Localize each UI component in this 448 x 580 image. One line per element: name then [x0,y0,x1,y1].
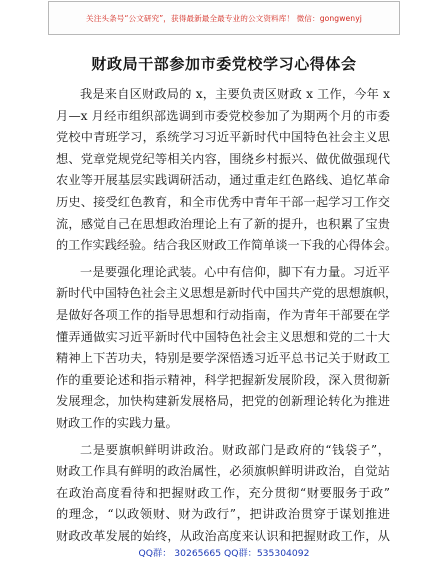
paragraph-2-line: 懂弄通做实习近平新时代中国特色社会主义思想和党的二十大 [56,329,390,344]
paragraph-1-line: 想、党章党规党纪等相关内容，围绕乡村振兴、做优做强现代 [56,151,390,166]
paragraph-2-line: 新时代中国特色社会主义思想是新时代中国共产党的思想旗帜， [56,286,398,301]
paragraph-3-line: 财政改革发展的始终，从政治高度来认识和把握财政工作，从 [56,528,390,543]
paragraph-2-line: 精神上下苦功夫，特别是要学深悟透习近平总书记关于财政工 [56,351,390,366]
paragraph-1-line: 农业等开展基层实践调研活动，通过重走红色路线、追忆革命 [56,173,390,188]
paragraph-2-line: 一是要强化理论武装。心中有信仰，脚下有力量。习近平 [80,264,390,279]
paragraph-2-line: 是做好各项工作的指导思想和行动指南，作为青年干部要在学 [56,307,390,322]
document-title: 财政局干部参加市委党校学习心得体会 [91,55,357,73]
footer-contact: QQ群： 30265665 QQ群：535304092 [138,548,310,559]
paragraph-1-line: 党校中青班学习，系统学习习近平新时代中国特色社会主义思 [56,130,390,145]
paragraph-2-line: 作的重要论述和指示精神，科学把握新发展阶段，深入贯彻新 [56,372,390,387]
paragraph-3-line: 在政治高度看待和把握财政工作，充分贯彻“财要服务于政” [56,485,390,500]
promo-banner-text: 关注头条号“公文研究”，获得最新最全最专业的公文资料库！ 微信：gongwenyj [86,13,362,23]
paragraph-3-line: 的理念，“以政领财、财为政行”，把讲政治贯穿于谋划推进 [56,507,390,522]
paragraph-2-line: 发展理念，加快构建新发展格局，把党的创新理论转化为推进 [56,394,390,409]
promo-banner [48,1,400,35]
paragraph-1-line: 月—x 月经市组织部选调到市委党校参加了为期两个月的市委 [56,108,390,123]
paragraph-1-line: 我是来自区财政局的 x，主要负责区财政 x 工作，今年 x [80,87,390,101]
document-body [56,84,398,547]
paragraph-3-line: 二是要旗帜鲜明讲政治。财政部门是政府的“钱袋子”， [80,442,390,457]
paragraph-1-line: 流，感觉自己在思想政治理论上有了新的提升，也积累了宝贵 [56,216,390,231]
paragraph-3-line: 财政工作具有鲜明的政治属性，必须旗帜鲜明讲政治，自觉站 [56,464,390,479]
paragraph-1-line: 历史、接受红色教育，和全市优秀中青年干部一起学习工作交 [56,194,390,209]
paragraph-1-line: 的工作实践经验。结合我区财政工作简单谈一下我的心得体会。 [56,238,398,253]
paragraph-2-line: 财政工作的实践力量。 [56,415,178,430]
